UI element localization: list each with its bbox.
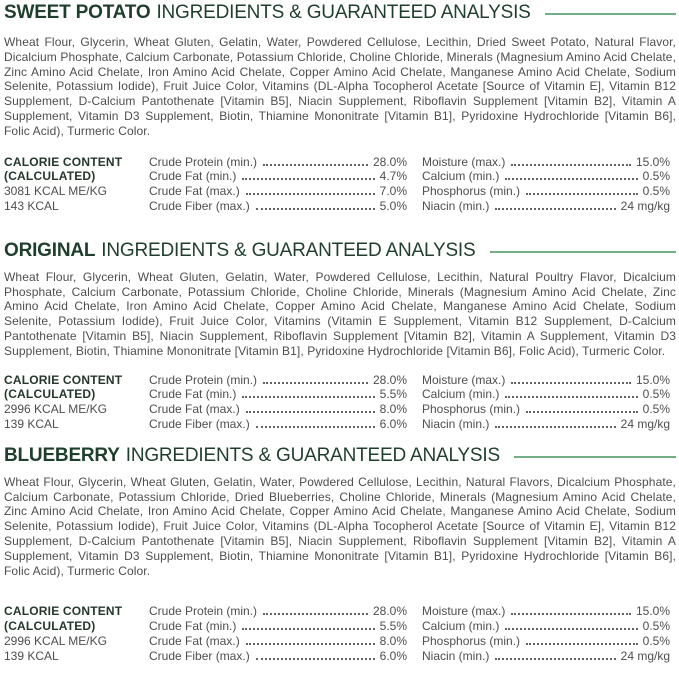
analysis-column-left — [149, 373, 407, 432]
dot-leader — [246, 643, 375, 645]
analysis-label: Crude Protein (min.) — [149, 604, 258, 619]
dot-leader — [505, 628, 637, 630]
dot-leader — [495, 208, 615, 210]
analysis-value: 15.0% — [635, 154, 670, 169]
analysis-row — [422, 417, 670, 432]
dot-leader — [246, 411, 375, 413]
analysis-label: Crude Fiber (max.) — [149, 648, 250, 663]
analysis-label: Moisture (max.) — [422, 604, 506, 619]
analysis-label: Crude Fat (min.) — [149, 387, 237, 402]
kcal-per-treat: 139 KCAL — [4, 648, 59, 663]
analysis-value: 28.0% — [372, 604, 407, 619]
analysis-row — [422, 619, 670, 634]
kcal-per-treat: 139 KCAL — [4, 416, 59, 431]
analysis-label: Crude Protein (min.) — [149, 372, 258, 387]
analysis-value: 0.5% — [642, 402, 670, 417]
heading-text: INGREDIENTS & GUARANTEED ANALYSIS — [156, 2, 531, 23]
analysis-row — [422, 373, 670, 388]
header-rule — [514, 456, 676, 458]
header-rule — [545, 13, 676, 15]
dot-leader — [256, 208, 375, 210]
analysis-row — [149, 619, 407, 634]
analysis-row — [149, 417, 407, 432]
analysis-value: 8.0% — [379, 402, 407, 417]
section-header — [4, 2, 676, 24]
dot-leader — [511, 164, 631, 166]
flavor-name: ORIGINAL — [4, 239, 96, 261]
analysis-column-left — [149, 604, 407, 663]
analysis-value: 7.0% — [379, 184, 407, 199]
kcal-me-kg: 3081 KCAL ME/KG — [4, 184, 107, 199]
analysis-value: 5.5% — [379, 619, 407, 634]
analysis-row — [149, 649, 407, 664]
analysis-row — [149, 402, 407, 417]
flavor-name: BLUEBERRY — [4, 444, 120, 466]
analysis-label: Niacin (min.) — [422, 416, 490, 431]
heading-text: INGREDIENTS & GUARANTEED ANALYSIS — [101, 239, 476, 261]
dot-leader — [505, 396, 637, 398]
analysis-row — [422, 634, 670, 649]
analysis-row — [422, 169, 670, 184]
kcal-me-kg: 2996 KCAL ME/KG — [4, 633, 107, 648]
analysis-row — [149, 387, 407, 402]
analysis-value: 0.5% — [642, 169, 670, 184]
analysis-value: 6.0% — [379, 416, 407, 431]
analysis-label: Phosphorus (min.) — [422, 184, 521, 199]
analysis-label: Niacin (min.) — [422, 648, 490, 663]
analysis-value: 28.0% — [372, 154, 407, 169]
section-blueberry — [4, 445, 676, 664]
analysis-row — [422, 604, 670, 619]
analysis-label: Moisture (max.) — [422, 154, 506, 169]
analysis-row — [422, 402, 670, 417]
flavor-name: SWEET POTATO — [4, 2, 151, 23]
calorie-content-block — [4, 373, 149, 432]
calorie-content-subtitle: (CALCULATED) — [4, 387, 96, 402]
analysis-label: Crude Protein (min.) — [149, 154, 258, 169]
analysis-value: 5.0% — [379, 198, 407, 213]
header-rule — [490, 251, 677, 253]
analysis-row — [149, 155, 407, 170]
dot-leader — [263, 613, 368, 615]
analysis-row — [149, 604, 407, 619]
analysis-label: Niacin (min.) — [422, 198, 490, 213]
analysis-row — [149, 169, 407, 184]
ingredients-text: Wheat Flour, Glycerin, Wheat Gluten, Gelatin, Water, Powdered Cellulose, Lecithin, Natural Poultry Flavor, Dicalcium Phosphate, Calcium Carbonate, Potassium Chloride, Choline Chloride, Minerals (Magnesium Amino Acid Chelate, Zinc Amino Acid Chelate, Iron Amino Acid Chelate, Copper Amino Acid Chelate, Manganese Amino Acid Chelate, Sodium Selenite, Potassium Iodide), Fruit Juice Color, Vitamins (Vitamin E Supplement, Vitamin B12 Supplement, D-Calcium Pantothenate [Vitamin B5], Niacin Supplement, Riboflavin Supplement [Vitamin B2], Vitamin A Supplement, Vitamin D3 Supplement, Biotin, Thiamine Mononitrate [Vitamin B1], Pyridoxine Hydrochloride [Vitamin B6], Folic Acid), Turmeric Color. — [4, 269, 676, 358]
calorie-content-title: CALORIE CONTENT — [4, 372, 123, 387]
dot-leader — [242, 396, 374, 398]
analysis-value: 24 mg/kg — [620, 648, 670, 663]
heading-text: INGREDIENTS & GUARANTEED ANALYSIS — [125, 444, 500, 466]
dot-leader — [511, 613, 631, 615]
dot-leader — [526, 643, 638, 645]
analysis-label: Moisture (max.) — [422, 372, 506, 387]
guaranteed-analysis-table — [4, 373, 676, 432]
section-header — [4, 240, 676, 262]
calorie-content-block — [4, 155, 149, 214]
ingredients-text: Wheat Flour, Glycerin, Wheat Gluten, Gelatin, Water, Powdered Cellulose, Lecithin, Natural Flavors, Dicalcium Phosphate, Calcium Carbonate, Potassium Chloride, Dried Blueberries, Choline Chloride, Minerals (Magnesium Amino Acid Chelate, Zinc Amino Acid Chelate, Iron Amino Acid Chelate, Copper Amino Acid Chelate, Manganese Amino Acid Chelate, Sodium Selenite, Potassium Iodide), Fruit Juice Color, Vitamins (DL-Alpha Tocopherol Acetate [Source of Vitamin E], Vitamin B12 Supplement, D-Calcium Pantothenate [Vitamin B5], Niacin Supplement, Riboflavin Supplement [Vitamin B2], Vitamin A Supplement, Vitamin D3 Supplement, Biotin, Thiamine Mononitrate [Vitamin B1], Pyridoxine Hydrochloride [Vitamin B6], Folic Acid), Turmeric Color. — [4, 474, 676, 578]
calorie-content-subtitle: (CALCULATED) — [4, 169, 96, 184]
section-title — [4, 2, 531, 24]
analysis-label: Calcium (min.) — [422, 169, 500, 184]
analysis-label: Crude Fiber (max.) — [149, 416, 250, 431]
calorie-content-block — [4, 604, 149, 663]
dot-leader — [526, 411, 638, 413]
analysis-column-right — [422, 604, 676, 663]
analysis-value: 4.7% — [379, 169, 407, 184]
calorie-content-title: CALORIE CONTENT — [4, 604, 123, 619]
kcal-per-treat: 143 KCAL — [4, 198, 59, 213]
dot-leader — [246, 193, 375, 195]
analysis-row — [422, 387, 670, 402]
analysis-label: Calcium (min.) — [422, 387, 500, 402]
analysis-label: Crude Fat (max.) — [149, 184, 240, 199]
dot-leader — [495, 658, 615, 660]
dot-leader — [242, 628, 374, 630]
analysis-value: 5.5% — [379, 387, 407, 402]
dot-leader — [263, 382, 368, 384]
analysis-column-left — [149, 155, 407, 214]
analysis-label: Crude Fat (max.) — [149, 402, 240, 417]
analysis-value: 8.0% — [379, 633, 407, 648]
dot-leader — [256, 426, 375, 428]
analysis-row — [149, 199, 407, 214]
analysis-column-right — [422, 155, 676, 214]
kcal-me-kg: 2996 KCAL ME/KG — [4, 402, 107, 417]
analysis-value: 0.5% — [642, 633, 670, 648]
analysis-label: Calcium (min.) — [422, 619, 500, 634]
dot-leader — [511, 382, 631, 384]
analysis-value: 0.5% — [642, 619, 670, 634]
dot-leader — [256, 658, 375, 660]
analysis-row — [149, 184, 407, 199]
section-original — [4, 240, 676, 432]
analysis-value: 6.0% — [379, 648, 407, 663]
calorie-content-subtitle: (CALCULATED) — [4, 619, 96, 634]
analysis-label: Crude Fiber (max.) — [149, 198, 250, 213]
section-sweet-potato — [4, 2, 676, 214]
analysis-value: 0.5% — [642, 184, 670, 199]
analysis-row — [422, 184, 670, 199]
dot-leader — [495, 426, 615, 428]
analysis-value: 0.5% — [642, 387, 670, 402]
dot-leader — [505, 178, 637, 180]
analysis-value: 24 mg/kg — [620, 416, 670, 431]
analysis-row — [422, 155, 670, 170]
dot-leader — [526, 193, 638, 195]
analysis-label: Phosphorus (min.) — [422, 402, 521, 417]
analysis-label: Phosphorus (min.) — [422, 633, 521, 648]
section-header — [4, 445, 676, 467]
analysis-label: Crude Fat (min.) — [149, 619, 237, 634]
analysis-value: 15.0% — [635, 604, 670, 619]
section-title — [4, 240, 476, 262]
section-title — [4, 445, 500, 467]
analysis-value: 28.0% — [372, 372, 407, 387]
analysis-row — [422, 649, 670, 664]
guaranteed-analysis-table — [4, 155, 676, 214]
analysis-row — [422, 199, 670, 214]
guaranteed-analysis-table — [4, 604, 676, 663]
analysis-label: Crude Fat (max.) — [149, 633, 240, 648]
analysis-column-right — [422, 373, 676, 432]
dot-leader — [263, 164, 368, 166]
analysis-row — [149, 634, 407, 649]
analysis-label: Crude Fat (min.) — [149, 169, 237, 184]
analysis-value: 24 mg/kg — [620, 198, 670, 213]
calorie-content-title: CALORIE CONTENT — [4, 154, 123, 169]
ingredients-text: Wheat Flour, Glycerin, Wheat Gluten, Gelatin, Water, Powdered Cellulose, Lecithin, Dried Sweet Potato, Natural Flavor, Dicalcium Phosphate, Calcium Carbonate, Potassium Chloride, Choline Chloride, Minerals (Magnesium Amino Acid Chelate, Zinc Amino Acid Chelate, Iron Amino Acid Chelate, Copper Amino Acid Chelate, Manganese Amino Acid Chelate, Sodium Selenite, Potassium Iodide), Fruit Juice Color, Vitamins (DL-Alpha Tocopherol Acetate [Source of Vitamin E], Vitamin B12 Supplement, D-Calcium Pantothenate [Vitamin B5], Niacin Supplement, Riboflavin Supplement [Vitamin B2], Vitamin A Supplement, Vitamin D3 Supplement, Biotin, Thiamine Mononitrate [Vitamin B1], Pyridoxine Hydrochloride [Vitamin B6], Folic Acid), Turmeric Color. — [4, 35, 677, 138]
analysis-row — [149, 373, 407, 388]
analysis-value: 15.0% — [635, 372, 670, 387]
dot-leader — [242, 178, 374, 180]
